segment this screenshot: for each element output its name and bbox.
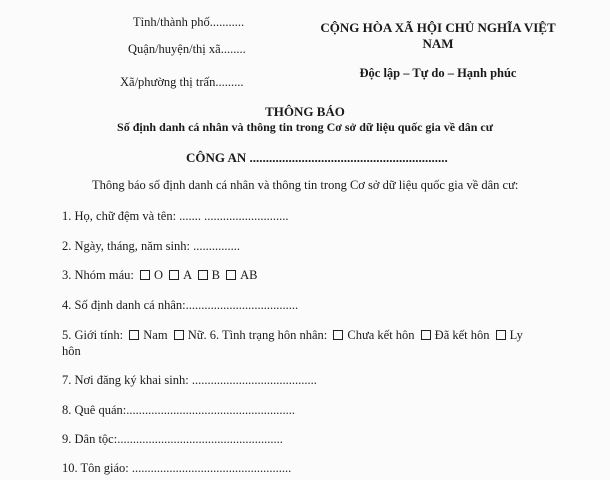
blood-b-label: B [211,268,220,282]
recipient-line [186,150,448,166]
blood-ab-label: AB [240,268,258,282]
field-id-number: 4. Số định danh cá nhân:.................................... [62,298,299,312]
marital-label: 6. Tình trạng hôn nhân: [209,328,328,342]
gender-male-checkbox[interactable] [129,330,139,340]
intro-text: Thông báo số định danh cá nhân và thông tin trong Cơ sở dữ liệu quốc gia về dân cư: [92,178,519,192]
marital-married-label: Đã kết hôn [434,328,490,342]
blood-b-checkbox[interactable] [198,270,208,280]
field-religion: 10. Tôn giáo: ................................................... [62,461,292,475]
marital-single-checkbox[interactable] [333,330,343,340]
ward-field: Xã/phường thị trấn......... [120,75,244,89]
marital-divorced-checkbox[interactable] [496,330,506,340]
country-name-line1: CỘNG HÒA XÃ HỘI CHỦ NGHĨA VIỆT [320,20,556,35]
gender-female-checkbox[interactable] [174,330,184,340]
gender-female-label: Nữ. [187,328,207,342]
blood-type-label: 3. Nhóm máu: [62,268,134,282]
document-title: THÔNG BÁO [265,104,345,119]
blood-ab-checkbox[interactable] [226,270,236,280]
blood-a-checkbox[interactable] [169,270,179,280]
field-full-name: 1. Họ, chữ đệm và tên: ....... ........................... [62,209,289,223]
field-blood-type [62,268,257,283]
blood-o-label: O [154,268,164,282]
field-ethnicity: 9. Dân tộc:..................................................... [62,432,283,446]
recipient-text: CÔNG AN ............................................................. [186,150,448,165]
field-birth-registration: 7. Nơi đăng ký khai sinh: ........................................ [62,373,317,387]
blood-o-checkbox[interactable] [140,270,150,280]
gender-male-label: Nam [143,328,168,342]
marital-single-label: Chưa kết hôn [347,328,415,342]
blood-a-label: A [183,268,192,282]
country-name-line2: NAM [422,36,454,51]
marital-divorced-label: Ly [509,328,523,342]
field-hometown: 8. Quê quán:...................................................... [62,403,295,417]
district-field: Quận/huyện/thị xã........ [128,42,246,56]
field-date-of-birth: 2. Ngày, tháng, năm sinh: ............... [62,239,240,253]
marital-wrap-text: hôn [62,344,81,358]
document-subtitle: Số định danh cá nhân và thông tin trong Cơ sở dữ liệu quốc gia về dân cư [117,120,493,134]
gender-label: 5. Giới tính: [62,328,124,342]
motto: Độc lập – Tự do – Hạnh phúc [359,66,517,80]
province-field: Tỉnh/thành phố........... [133,15,245,29]
marital-married-checkbox[interactable] [421,330,431,340]
field-gender-marital [62,328,523,343]
